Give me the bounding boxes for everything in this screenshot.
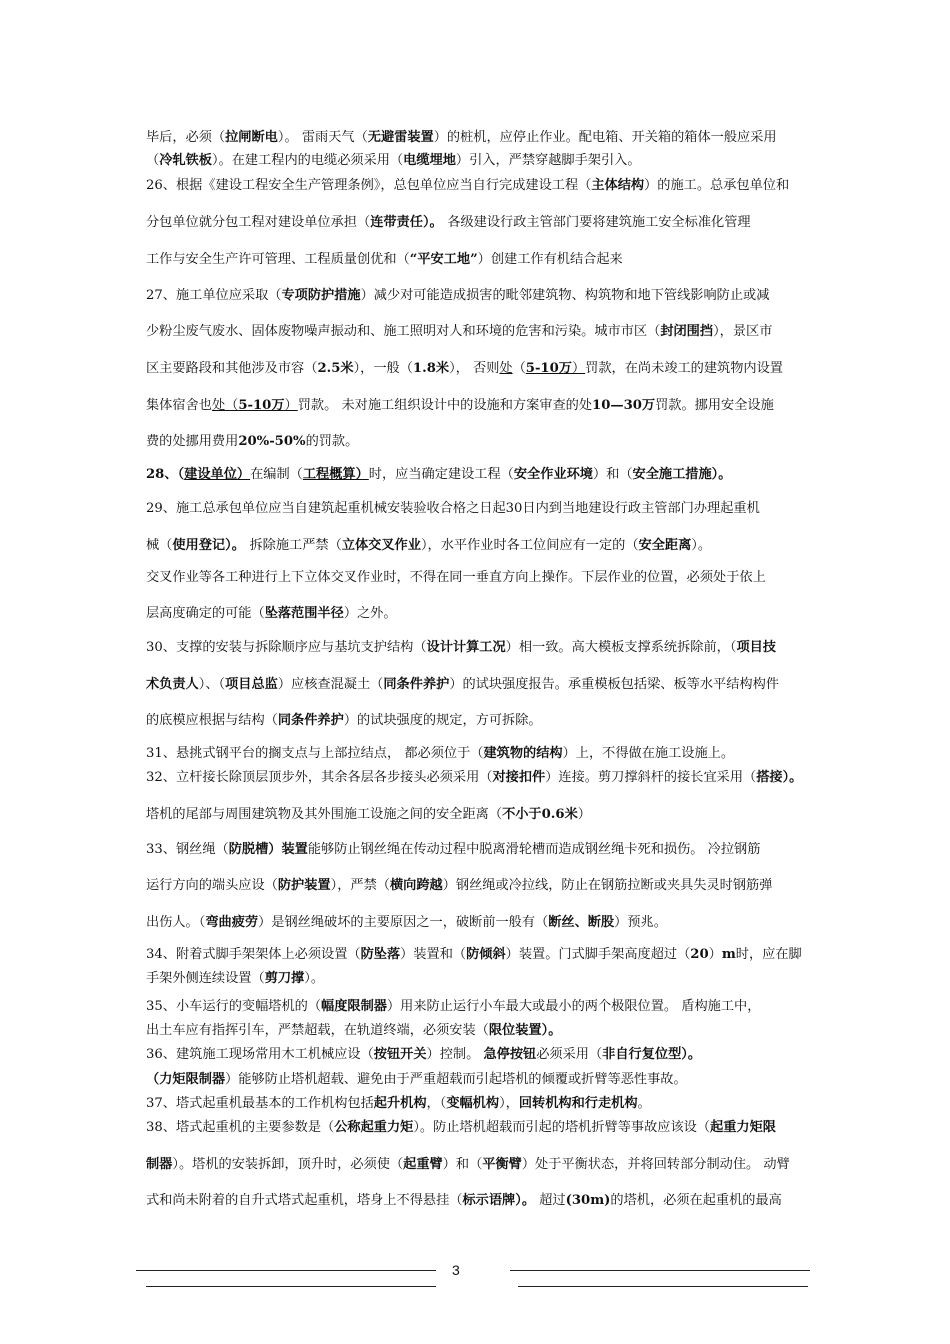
text-run: （: [225, 398, 239, 413]
bold-text: 起升机构: [373, 1096, 427, 1111]
bold-text: 防护装置: [277, 878, 331, 893]
bold-text: 防倾斜: [466, 947, 506, 962]
bold-text: ）。: [681, 1047, 702, 1062]
bold-text: 同条件养护: [277, 713, 344, 728]
bold-text: 安全作业环境: [513, 467, 593, 482]
bold-text: 力矩限制器: [159, 1072, 226, 1087]
text-run: ）: [577, 807, 591, 822]
text-line: [146, 605, 816, 623]
bold-text: ）。: [541, 1023, 562, 1038]
text-run: 34、附着式脚手架架体上必须设置（: [146, 947, 361, 962]
bold-text: 电缆埋地: [403, 153, 456, 168]
text-line: [146, 914, 816, 932]
bold-text: 拉闸断电: [225, 130, 278, 145]
text-run: ）控制。: [426, 1047, 484, 1062]
bold-text: ）。: [782, 770, 803, 785]
text-line: [146, 1156, 816, 1174]
bold-text: 按钮开关: [373, 1047, 427, 1062]
text-run: 罚款，在尚未竣工的建筑物内设置: [585, 361, 783, 376]
text-run: ）的施工。总承包单位和: [644, 178, 790, 193]
bold-text: 项目技: [736, 640, 776, 655]
text-line: [146, 177, 816, 195]
text-run: 出伤人。（: [146, 915, 206, 930]
bold-text: 公称起重力矩: [334, 1120, 414, 1135]
bold-text: 项目总监: [225, 677, 278, 692]
bold-text: 幅度限制器: [321, 999, 387, 1014]
bold-text: 同条件养护: [383, 677, 450, 692]
text-run: ）。塔机的安装拆卸，顶升时，必须使（: [172, 1157, 404, 1172]
text-run: 罚款。挪用安全设施: [655, 398, 774, 413]
text-run: 塔机的尾部与周围建筑物及其外围施工设施之间的安全距离（: [146, 807, 503, 822]
text-run: 少粉尘废气废水、固体废物噪声振动和、施工照明对人和环境的危害和污染。城市市区（: [146, 324, 661, 339]
text-line: [146, 569, 816, 587]
bold-text: 20%-50%: [238, 434, 306, 449]
bold-text: 冷轧铁板: [159, 153, 212, 168]
text-run: 手架外侧连续设置（: [146, 971, 265, 986]
text-run: 36、建筑施工现场常用木工机械应设（: [146, 1047, 374, 1062]
text-run: 必须采用（: [536, 1047, 603, 1062]
text-line: [146, 841, 816, 859]
text-run: ），严禁（: [330, 878, 390, 893]
text-run: ）: [571, 361, 586, 376]
bold-text: （: [146, 1072, 160, 1087]
text-run: 37、塔式起重机最基本的工作机构包括: [146, 1096, 374, 1111]
text-run: 的塔机，必须在起重机的最高: [610, 1193, 782, 1208]
text-run: 26、根据《建设工程安全生产管理条例》，总包单位应当自行完成建设工程（: [146, 178, 592, 193]
page-number: 3: [452, 1262, 460, 1278]
bold-text: 变幅机构: [446, 1096, 500, 1111]
text-run: ）连接。剪刀撑斜杆的接长宜采用（: [545, 770, 757, 785]
text-line: [146, 676, 816, 694]
text-run: 罚款。 未对施工组织设计中的设施和方案审查的处: [297, 398, 593, 413]
text-run: 费的处挪用费用: [146, 434, 239, 449]
bold-text: 设计计算工况: [426, 640, 506, 655]
bold-text: 5-10万: [525, 361, 572, 376]
text-run: 的罚款。: [305, 434, 359, 449]
bold-text: 连带责任: [370, 215, 423, 230]
text-run: ）预兆。: [614, 915, 667, 930]
bold-text: 横向跨越: [389, 878, 443, 893]
text-run: ，（: [426, 1096, 447, 1111]
bold-text: 防坠落: [360, 947, 401, 962]
bold-text: 工程概算）: [302, 467, 369, 482]
bold-text: 28、（: [146, 467, 185, 482]
text-run: ）是钢丝绳破坏的主要原因之一，破断前一般有（: [258, 915, 549, 930]
bold-text: 安全施工措施: [632, 467, 712, 482]
bold-text: 不小于0.6米: [502, 807, 578, 822]
text-run: ）装置。门式脚手架高度超过（: [505, 947, 691, 962]
bold-text: ）装置: [268, 842, 308, 857]
text-line: [146, 287, 816, 305]
bold-text: 20: [690, 947, 709, 962]
bold-text: 10—30万: [592, 398, 656, 413]
text-run: 拆除施工严禁（: [249, 538, 342, 553]
text-line: [146, 970, 816, 988]
footer-rule-right-top: [510, 1270, 810, 1271]
bold-text: ）。: [225, 538, 250, 553]
bold-text: 起重力矩限: [710, 1120, 776, 1135]
text-run: ）的试块强度报告。承重模板包括梁、板等水平结构构件: [449, 677, 779, 692]
text-run: ）创建工作有机结合起来: [477, 252, 623, 267]
text-run: 处: [211, 398, 226, 413]
text-line: [146, 998, 816, 1016]
text-run: ）: [284, 398, 298, 413]
text-run: 毕后，必须（: [146, 130, 226, 145]
text-run: 时，应当确定建设工程（: [368, 467, 514, 482]
text-run: ）引入，严禁穿越脚手架引入。: [455, 153, 641, 168]
text-run: 工作与安全生产许可管理、工程质量创优和（: [146, 252, 410, 267]
bold-text: 1.8米: [412, 361, 450, 376]
text-run: ），: [499, 1096, 519, 1111]
text-run: 35、小车运行的变幅塔机的（: [146, 999, 322, 1014]
text-run: ）上，不得做在施工设施上。: [562, 746, 735, 761]
text-run: ）能够防止塔机超载、避免由于严重超载而引起塔机的倾覆或折臂等恶性事故。: [225, 1072, 687, 1087]
bold-text: 标示语牌: [462, 1193, 516, 1208]
text-run: 时，应在脚: [735, 947, 802, 962]
bold-text: 2.5米: [317, 361, 354, 376]
bold-text: 立体交叉作业: [341, 538, 421, 553]
bold-text: 搭接: [756, 770, 783, 785]
text-run: 出土车应有指挥引车，严禁超载，在轨道终端，必须安装（: [146, 1023, 489, 1038]
text-line: [146, 152, 816, 170]
bold-text: 非自行复位型: [602, 1047, 682, 1062]
text-run: 交叉作业等各工种进行上下立体交叉作业时，不得在同一垂直方向上操作。下层作业的位置，必须处于依上: [146, 570, 766, 585]
bold-text: 术负责人: [146, 677, 199, 692]
text-line: [146, 745, 816, 763]
footer-rule-right-bottom: [518, 1286, 808, 1287]
text-run: 32、立杆接长除顶层顶步外，其余各层各步接头必须采用（: [146, 770, 493, 785]
text-run: 33、钢丝绳（: [146, 842, 229, 857]
bold-text: 建设单位）: [184, 467, 251, 482]
text-run: ）和（: [592, 467, 633, 482]
bold-text: 建筑物的结构: [483, 746, 563, 761]
bold-text: m: [721, 947, 736, 962]
bold-text: 无避雷装置: [367, 130, 434, 145]
text-line: [146, 129, 816, 147]
text-run: ）装置和（: [400, 947, 467, 962]
bold-text: (30m): [565, 1193, 611, 1208]
text-run: 27、施工单位应采取（: [146, 288, 282, 303]
text-run: 31、悬挑式钢平台的搁支点与上部拉结点， 都必须位于（: [146, 746, 484, 761]
text-line: [146, 712, 816, 730]
text-run: ）， 否则: [449, 361, 500, 376]
bold-text: 坠落范围半径: [264, 606, 344, 621]
bold-text: 封闭围挡: [660, 324, 714, 339]
text-run: 械（: [146, 538, 173, 553]
bold-text: 制器: [146, 1157, 173, 1172]
text-run: ）。防止塔机超载而引起的塔机折臂等事故应该设（: [413, 1120, 711, 1135]
text-run: ）钢丝绳或冷拉线，防止在钢筋拉断或夹具失灵时钢筋弹: [442, 878, 773, 893]
text-line: [146, 214, 816, 232]
bold-text: 防脱槽: [228, 842, 269, 857]
text-line: [146, 500, 816, 518]
text-run: 各级建设行政主管部门要将建筑施工安全标准化管理: [447, 215, 751, 230]
text-run: ）。在建工程内的电缆必须采用（: [211, 153, 404, 168]
bold-text: 急停按钮: [483, 1047, 537, 1062]
text-run: ），水平作业时各工位间应有一定的（: [420, 538, 639, 553]
text-line: [146, 466, 816, 484]
text-line: [146, 769, 816, 787]
text-run: ）的桩机，应停止作业。配电箱、开关箱的箱体一般应采用: [433, 130, 777, 145]
text-line: [146, 1022, 816, 1040]
text-run: ）。: [691, 538, 712, 553]
text-run: 层高度确定的可能（: [146, 606, 265, 621]
text-run: 38、塔式起重机的主要参数是（: [146, 1120, 335, 1135]
bold-text: 回转机构和行走机构: [518, 1096, 638, 1111]
text-run: ）的试块强度的规定，方可拆除。: [343, 713, 542, 728]
text-run: 分包单位就分包工程对建设单位承担（: [146, 215, 371, 230]
text-run: 式和尚未附着的自升式塔式起重机，塔身上不得悬挂（: [146, 1193, 463, 1208]
text-run: ）用来防止运行小车最大或最小的两个极限位置。 盾构施工中，: [386, 999, 761, 1014]
bold-text: ）。: [515, 1193, 536, 1208]
footer-rule-left-bottom: [146, 1286, 436, 1287]
bold-text: 弯曲疲劳: [205, 915, 259, 930]
text-line: [146, 323, 816, 341]
bold-text: 限位装置: [488, 1023, 542, 1038]
bold-text: 起重臂: [403, 1157, 443, 1172]
text-run: 的底模应根据与结构（: [146, 713, 278, 728]
bold-text: 对接扣件: [492, 770, 546, 785]
bold-text: ）。: [422, 215, 448, 230]
text-line: [146, 946, 816, 964]
text-line: [146, 537, 816, 555]
text-run: ）。 雷雨天气（: [277, 130, 368, 145]
text-run: ）和（: [442, 1157, 483, 1172]
bold-text: 主体结构: [591, 178, 645, 193]
text-line: [146, 433, 816, 451]
text-run: （: [146, 153, 160, 168]
bold-text: 平衡臂: [482, 1157, 522, 1172]
bold-text: “平安工地”: [409, 252, 478, 267]
text-line: [146, 1095, 816, 1113]
text-line: [146, 1192, 816, 1210]
text-run: 30、支撑的安装与拆除顺序应与基坑支护结构（: [146, 640, 427, 655]
text-line: [146, 1071, 816, 1089]
text-line: [146, 251, 816, 269]
text-line: [146, 806, 816, 824]
text-run: 能够防止钢丝绳在传动过程中脱离滑轮槽而造成钢丝绳卡死和损伤。 冷拉钢筋: [307, 842, 761, 857]
bold-text: 断丝、断股: [548, 915, 615, 930]
bold-text: 5-10万: [238, 398, 285, 413]
text-run: 在编制（: [250, 467, 303, 482]
text-run: （: [512, 361, 526, 376]
text-run: ）。: [304, 971, 325, 986]
bold-text: ）。: [711, 467, 732, 482]
text-line: [146, 639, 816, 657]
text-run: 超过: [535, 1193, 566, 1208]
text-run: 区主要路段和其他涉及市容（: [146, 361, 318, 376]
text-line: [146, 397, 816, 415]
text-line: [146, 360, 816, 378]
text-run: ）相一致。高大模板支撑系统拆除前，（: [505, 640, 737, 655]
text-run: 运行方向的端头应设（: [146, 878, 278, 893]
bold-text: 安全距离: [638, 538, 692, 553]
bold-text: 使用登记: [172, 538, 226, 553]
text-run: ）、（: [198, 677, 226, 692]
text-run: ），一般（: [353, 361, 413, 376]
footer-rule-left-top: [136, 1270, 436, 1271]
bold-text: 专项防护措施: [281, 288, 361, 303]
text-run: ）减少对可能造成损害的毗邻建筑物、构筑物和地下管线影响防止或减: [360, 288, 770, 303]
text-run: 29、施工总承包单位应当自建筑起重机械安装验收合格之日起30日内到当地建设行政主管部门办理起重机: [146, 501, 760, 516]
bold-text: 剪刀撑: [264, 971, 305, 986]
text-run: 集体宿舍也: [146, 398, 212, 413]
text-line: [146, 1119, 816, 1137]
text-run: ）处于平衡状态，并将回转部分制动住。 动臂: [521, 1157, 790, 1172]
text-run: 处: [499, 361, 513, 376]
text-run: 。: [637, 1096, 651, 1111]
text-line: [146, 877, 816, 895]
text-line: [146, 1046, 816, 1064]
text-run: ）: [708, 947, 722, 962]
text-run: ）应核查混凝土（: [277, 677, 384, 692]
text-run: ），景区市: [713, 324, 773, 339]
text-run: ）之外。: [343, 606, 397, 621]
